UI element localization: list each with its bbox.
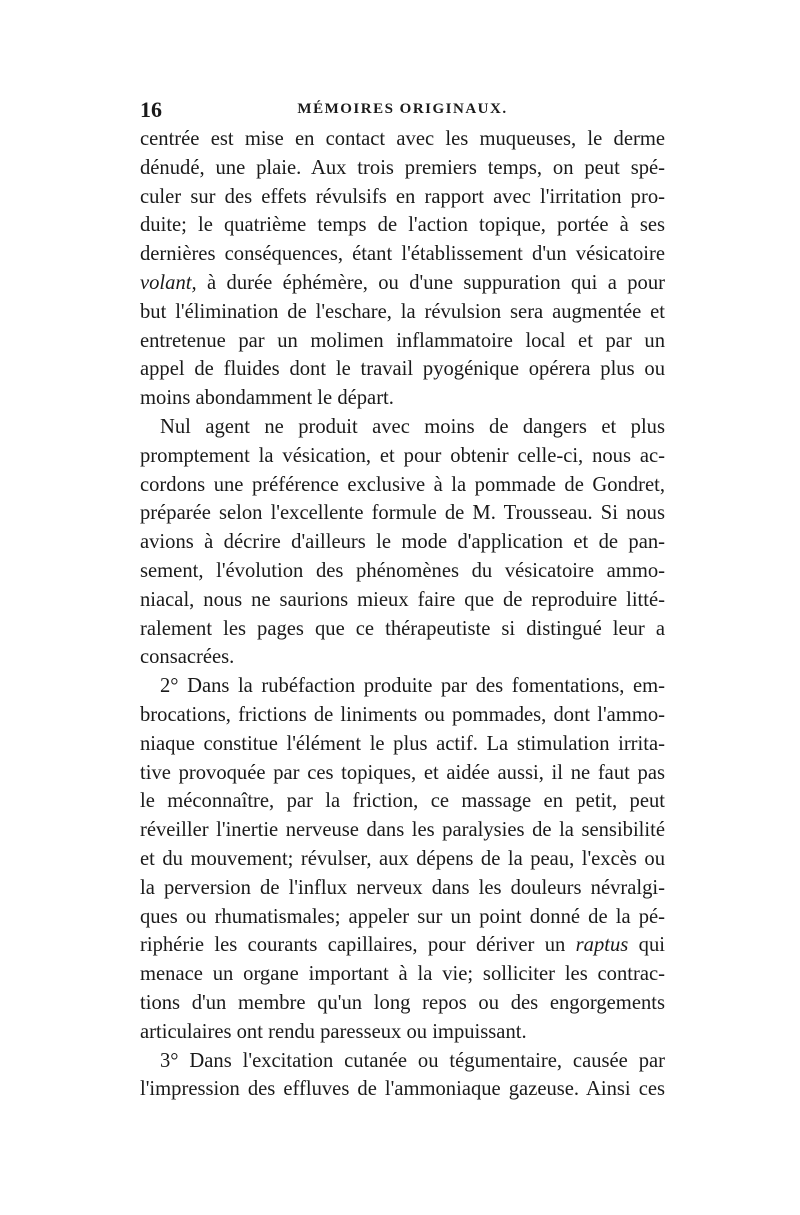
body-text: [140, 125, 665, 1104]
text-line: menace un organe important à la vie; solliciter les contrac-: [140, 963, 665, 986]
text-line: culer sur des effets révulsifs en rapport avec l'irritation pro-: [140, 185, 665, 208]
text-line: promptement la vésication, et pour obtenir celle-ci, nous ac-: [140, 444, 665, 467]
text-line: et du mouvement; révulser, aux dépens de la peau, l'excès ou: [140, 847, 665, 870]
text-line: ralement les pages que ce thérapeutiste si distingué leur a: [140, 617, 665, 640]
text-line: articulaires ont rendu paresseux ou impuissant.: [140, 1020, 527, 1043]
text-line: brocations, frictions de liniments ou pommades, dont l'ammo-: [140, 703, 665, 726]
text-line-with-italic: [140, 269, 665, 298]
page-number: 16: [140, 97, 162, 122]
running-title: MÉMOIRES ORIGINAUX.: [297, 101, 508, 117]
text-line: but l'élimination de l'eschare, la révulsion sera augmentée et: [140, 300, 665, 323]
page-header: [140, 97, 665, 127]
paragraph-start: 2° Dans la rubéfaction produite par des fomentations, em-: [160, 675, 665, 698]
italic-word-raptus: raptus: [575, 934, 629, 957]
text-line: consacrées.: [140, 646, 235, 669]
paragraph-start: 3° Dans l'excitation cutanée ou tégumentaire, causée par: [160, 1049, 665, 1072]
text-line-with-italic: [140, 931, 665, 960]
text-line: niaque constitue l'élément le plus actif. La stimulation irrita-: [140, 732, 665, 755]
text-line: la perversion de l'influx nerveux dans les douleurs névralgi-: [140, 876, 665, 899]
text-line: entretenue par un molimen inflammatoire local et par un: [140, 329, 665, 352]
text-line: réveiller l'inertie nerveuse dans les paralysies de la sensibilité: [140, 819, 665, 842]
text-line: avions à décrire d'ailleurs le mode d'application et de pan-: [140, 531, 665, 554]
text-line: sement, l'évolution des phénomènes du vésicatoire ammo-: [140, 559, 665, 582]
text-line: niacal, nous ne saurions mieux faire que de reproduire litté-: [140, 588, 665, 611]
text-line: centrée est mise en contact avec les muqueuses, le derme: [140, 128, 665, 150]
text-line: tions d'un membre qu'un long repos ou des engorgements: [140, 991, 665, 1014]
italic-word-volant: volant,: [140, 271, 197, 294]
text-line: moins abondamment le départ.: [140, 387, 394, 410]
text-line: ques ou rhumatismales; appeler sur un point donné de la pé-: [140, 905, 665, 928]
line-end: qui: [628, 934, 665, 957]
text-line: préparée selon l'excellente formule de M. Trousseau. Si nous: [140, 502, 665, 525]
text-line: dénudé, une plaie. Aux trois premiers temps, on peut spé-: [140, 156, 665, 179]
paragraph-start: Nul agent ne produit avec moins de dangers et plus: [160, 415, 665, 438]
text-line: tive provoquée par ces topiques, et aidée aussi, il ne faut pas: [140, 761, 665, 784]
text-line: duite; le quatrième temps de l'action topique, portée à ses: [140, 214, 665, 237]
text-line: dernières conséquences, étant l'établissement d'un vésicatoire: [140, 243, 665, 266]
line-rest: à durée éphémère, ou d'une suppuration qui a pour: [196, 271, 665, 294]
text-line: le méconnaître, par la friction, ce massage en petit, peut: [140, 790, 665, 813]
text-line: appel de fluides dont le travail pyogénique opérera plus ou: [140, 358, 665, 381]
text-line: l'impression des effluves de l'ammoniaque gazeuse. Ainsi ces: [140, 1078, 665, 1101]
line-start: riphérie les courants capillaires, pour dériver un: [140, 934, 576, 957]
text-line: cordons une préférence exclusive à la pommade de Gondret,: [140, 473, 665, 496]
